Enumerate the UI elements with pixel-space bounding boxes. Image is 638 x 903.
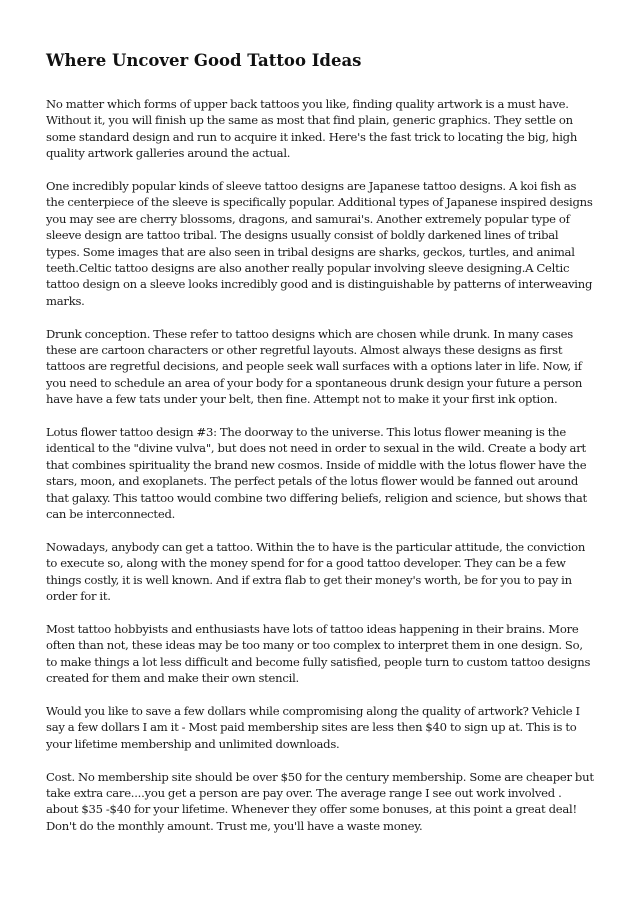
paragraph-intro: No matter which forms of upper back tattoos you like, finding quality artwork is a must have. Without it, you will finish up the same as most that find plain, generic graphics. They settle on some standard design and run to acquire it inked. Here's the fast trick to locating the big, high quality artwork galleries around the actual. <box>46 97 578 161</box>
paragraph-sleeve-designs: One incredibly popular kinds of sleeve tattoo designs are Japanese tattoo designs. A koi fish as the centerpiece of the sleeve is specifically popular. Additional types of Japanese inspired designs you may see are cherry blossoms, dragons, and samurai's. Another extremely popular type of sleeve design are tattoo tribal. The designs usually consist of boldly darkened lines of tribal types. Some images that are also seen in tribal designs are sharks, geckos, turtles, and animal teeth.Celtic tattoo designs are also another really popular involving sleeve designing.A Celtic tattoo design on a sleeve looks incredibly good and is distinguishable by patterns of interweaving marks. <box>46 179 593 308</box>
paragraph-lotus-flower: Lotus flower tattoo design #3: The doorway to the universe. This lotus flower meaning is the identical to the "divine vulva", but does not need in order to sexual in the wild. Create a body art that combines spirituality the brand new cosmos. Inside of middle with the lotus flower have the stars, moon, and exoplanets. The perfect petals of the lotus flower would be fanned out around that galaxy. This tattoo would combine two differing beliefs, religion and science, but shows that can be interconnected. <box>46 425 587 522</box>
paragraph-nowadays: Nowadays, anybody can get a tattoo. Within the to have is the particular attitude, the conviction to execute so, along with the money spend for for a good tattoo developer. They can be a few things costly, it is well known. And if extra flab to get their money's worth, be for you to pay in order for it. <box>46 539 586 604</box>
document-page <box>46 50 594 851</box>
paragraph-hobbyists: Most tattoo hobbyists and enthusiasts have lots of tattoo ideas happening in their brains. More often than not, these ideas may be too many or too complex to interpret them in one design. So, to make things a lot less difficult and become fully satisfied, people turn to custom tattoo designs created for them and make their own stencil. <box>46 621 591 686</box>
paragraph-drunk-conception: Drunk conception. These refer to tattoo designs which are chosen while drunk. In many cases these are cartoon characters or other regretful layouts. Almost always these designs as first tattoos are regretful decisions, and people seek wall surfaces with a options later in life. Now, if you need to schedule an area of your body for a spontaneous drunk design your future a person have have a few tats under your belt, then fine. Attempt not to make it your first ink option. <box>46 326 583 407</box>
page-title: Where Uncover Good Tattoo Ideas <box>46 51 362 70</box>
paragraph-cost: Cost. No membership site should be over $50 for the century membership. Some are cheaper but take extra care....you get a person are pay over. The average range I see out work involved . about $35 -$40 for your lifetime. Whenever they offer some bonuses, at this point a great deal! Don't do the monthly amount. Trust me, you'll have a waste money. <box>46 769 594 833</box>
paragraph-save-dollars: Would you like to save a few dollars while compromising along the quality of artwork? Vehicle I say a few dollars I am it - Most paid membership sites are less then $40 to sign up at. This is to your lifetime membership and unlimited downloads. <box>46 703 580 751</box>
